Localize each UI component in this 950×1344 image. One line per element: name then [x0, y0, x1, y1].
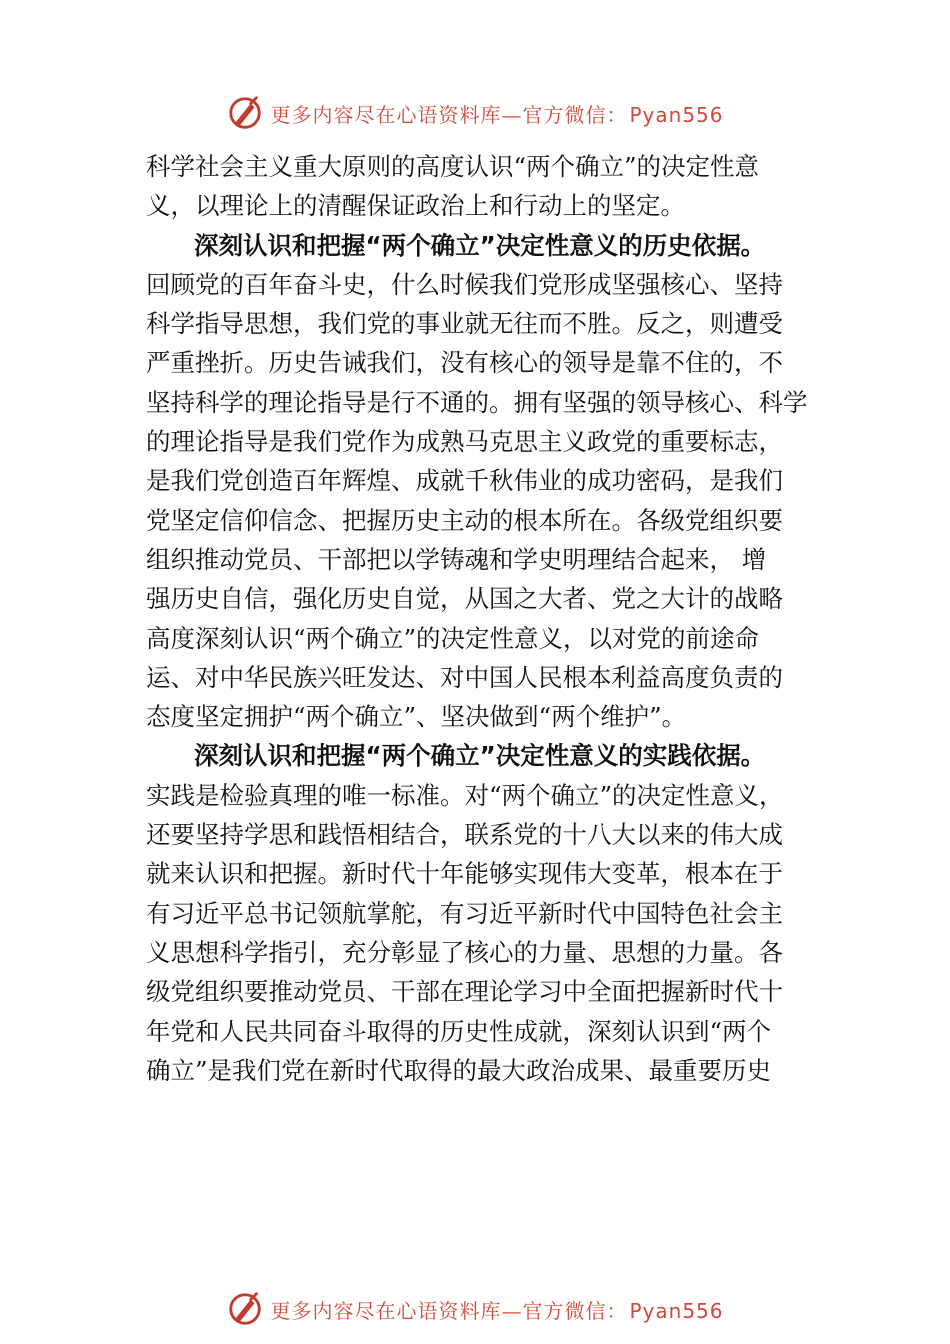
- section-heading: 深刻认识和把握“两个确立”决定性意义的历史依据。: [194, 230, 766, 260]
- watermark-label: 更多内容尽在心语资料库—官方微信：: [270, 102, 628, 127]
- body-text-line: 强历史自信，强化历史自觉，从国之大者、党之大计的战略: [146, 584, 783, 614]
- body-text-line: 还要坚持学思和践悟相结合，联系党的十八大以来的伟大成: [146, 820, 783, 850]
- body-text-line: 是我们党创造百年辉煌、成就千秋伟业的成功密码，是我们: [146, 466, 783, 496]
- body-text-line: 有习近平总书记领航掌舵，有习近平新时代中国特色社会主: [146, 898, 783, 928]
- watermark-text: [270, 1295, 723, 1324]
- body-text-line: 态度坚定拥护“两个确立”、坚决做到“两个维护”。: [146, 702, 687, 732]
- body-text-line: 科学指导思想，我们党的事业就无往而不胜。反之，则遭受: [146, 309, 783, 339]
- body-text-line: 组织推动党员、干部把以学铸魂和学史明理结合起来， 增: [146, 544, 767, 574]
- body-text-line: 就来认识和把握。新时代十年能够实现伟大变革，根本在于: [146, 859, 783, 889]
- watermark-label: 更多内容尽在心语资料库—官方微信：: [270, 1298, 628, 1323]
- body-text-line: 的理论指导是我们党作为成熟马克思主义政党的重要标志，: [146, 427, 783, 457]
- body-text-line: 坚持科学的理论指导是行不通的。拥有坚强的领导核心、科学: [146, 387, 808, 417]
- body-text-line: 年党和人民共同奋斗取得的历史性成就，深刻认识到“两个: [146, 1016, 772, 1046]
- footer-watermark: [0, 1290, 950, 1328]
- body-text-line: 实践是检验真理的唯一标准。对“两个确立”的决定性意义，: [146, 780, 784, 810]
- body-text-line: 确立”是我们党在新时代取得的最大政治成果、最重要历史: [146, 1055, 772, 1085]
- body-text-line: 高度深刻认识“两个确立”的决定性意义，以对党的前途命: [146, 623, 760, 653]
- section-heading: 深刻认识和把握“两个确立”决定性意义的实践依据。: [194, 741, 766, 771]
- document-body: [146, 147, 816, 1090]
- body-text-line: 回顾党的百年奋斗史，什么时候我们党形成坚强核心、坚持: [146, 269, 783, 299]
- watermark-wechat-id: Pyan556: [629, 102, 724, 127]
- body-text-line: 义思想科学指引，充分彰显了核心的力量、思想的力量。各: [146, 937, 783, 967]
- header-watermark: [0, 94, 950, 132]
- body-text-line: 党坚定信仰信念、把握历史主动的根本所在。各级党组织要: [146, 505, 783, 535]
- watermark-wechat-id: Pyan556: [629, 1298, 724, 1323]
- pen-logo-icon: [226, 1290, 264, 1328]
- body-text-line: 严重挫折。历史告诫我们，没有核心的领导是靠不住的，不: [146, 348, 783, 378]
- pen-logo-icon: [226, 94, 264, 132]
- body-text-line: 科学社会主义重大原则的高度认识“两个确立”的决定性意: [146, 152, 760, 181]
- body-text-line: 级党组织要推动党员、干部在理论学习中全面把握新时代十: [146, 977, 783, 1007]
- body-text-line: 运、对中华民族兴旺发达、对中国人民根本利益高度负责的: [146, 662, 783, 692]
- body-text-line: 义，以理论上的清醒保证政治上和行动上的坚定。: [146, 191, 685, 221]
- watermark-text: [270, 99, 723, 128]
